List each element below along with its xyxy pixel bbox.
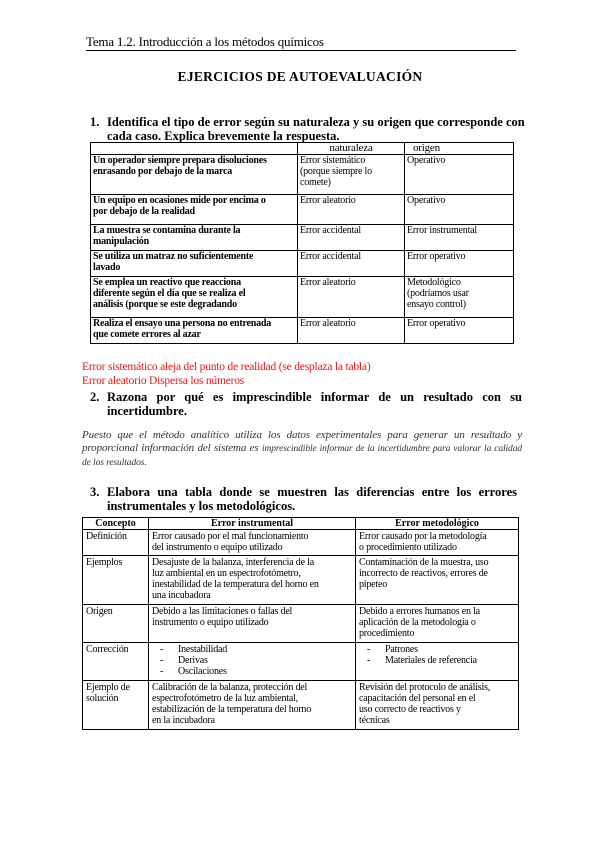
question-1-line-2: cada caso. Explica brevemente la respuesta.	[107, 129, 340, 143]
case-cell	[91, 195, 298, 225]
question-2	[90, 390, 522, 418]
question-2-line-1: Razona por qué es imprescindible informar de un resultado con su	[107, 390, 522, 404]
cell-text: Calibración de la balanza, protección del	[152, 682, 308, 693]
question-3-number: 3.	[90, 485, 100, 499]
table-row	[83, 681, 519, 730]
table-header-row	[83, 518, 519, 530]
origen-cell	[405, 251, 514, 277]
table-row	[91, 195, 514, 225]
naturaleza-cell	[298, 225, 405, 251]
case-text: manipulación	[93, 236, 149, 247]
list-item: - Patrones	[385, 644, 515, 655]
cell-text: estabilización de la temperatura del horno	[152, 704, 312, 715]
note-systematic-error: Error sistemático aleja del punto de realidad (se desplaza la tabla)	[82, 361, 371, 373]
methodological-cell	[356, 643, 519, 681]
naturaleza-text: Error aleatorio	[300, 318, 356, 329]
naturaleza-cell	[298, 155, 405, 195]
case-text: diferente según el día que se realiza el	[93, 288, 246, 299]
answer-2-part-3: valorar la calidad de los resultados.	[82, 444, 522, 468]
origen-text: Metodológico	[407, 277, 461, 288]
case-text: Se utiliza un matraz no suficientemente	[93, 251, 254, 262]
cell-text: del instrumento o equipo utilizado	[152, 542, 283, 553]
concept-cell: Origen	[83, 605, 149, 643]
table-row	[91, 318, 514, 344]
case-text: Realiza el ensayo una persona no entrenada	[93, 318, 272, 329]
concept-cell: Definición	[83, 530, 149, 556]
table-row	[91, 225, 514, 251]
instrumental-cell	[149, 643, 356, 681]
instrumental-cell	[149, 605, 356, 643]
question-1	[90, 115, 530, 143]
methodological-cell	[356, 556, 519, 605]
instrumental-cell	[149, 530, 356, 556]
cell-text: Revisión del protocolo de análisis,	[359, 682, 491, 693]
header-cell-error-metodologico: Error metodológico	[356, 518, 519, 530]
cell-text: en la incubadora	[152, 715, 215, 726]
case-text: lavado	[93, 262, 121, 273]
naturaleza-cell	[298, 195, 405, 225]
cell-text: inestabilidad de la temperatura del horno en	[152, 579, 319, 590]
cell-text: Debido a errores humanos en la	[359, 606, 480, 617]
header-cell-concepto: Concepto	[83, 518, 149, 530]
note-random-error: Error aleatorio Dispersa los números	[82, 375, 245, 387]
question-3-line-2: instrumentales y los metodológicos.	[107, 499, 296, 513]
table-row	[91, 277, 514, 318]
table-row	[83, 530, 519, 556]
list-item: - Materiales de referencia	[385, 655, 515, 666]
answer-2-part-2: imprescindible informar de la incertidumbre para	[261, 444, 451, 454]
cell-text: instrumento o equipo utilizado	[152, 617, 269, 628]
cell-text: incorrecto de reactivos, errores de	[359, 568, 488, 579]
methodological-cell	[356, 530, 519, 556]
origen-text: Error operativo	[407, 251, 466, 262]
case-text: Un operador siempre prepara disoluciones	[93, 155, 267, 166]
instrumental-cell	[149, 556, 356, 605]
naturaleza-text: (porque siempre lo	[300, 166, 372, 177]
origen-text: Error instrumental	[407, 225, 477, 236]
origen-text: Error operativo	[407, 318, 466, 329]
page-header: Tema 1.2. Introducción a los métodos químicos	[86, 34, 516, 51]
error-comparison-table	[82, 517, 519, 730]
case-text: enrasando por debajo de la marca	[93, 166, 233, 177]
list-item: - Inestabilidad	[178, 644, 352, 655]
page-title: EJERCICIOS DE AUTOEVALUACIÓN	[177, 69, 423, 84]
concept-cell: Corrección	[83, 643, 149, 681]
methodological-cell	[356, 681, 519, 730]
origen-text: ensayo control)	[407, 299, 466, 310]
table-row	[91, 251, 514, 277]
origen-cell	[405, 225, 514, 251]
cell-text: espectrofotómetro de la luz ambiental,	[152, 693, 298, 704]
naturaleza-text: Error aleatorio	[300, 277, 356, 288]
case-cell	[91, 277, 298, 318]
cell-text: una incubadora	[152, 590, 211, 601]
concept-cell: Ejemplos	[83, 556, 149, 605]
naturaleza-text: Error aleatorio	[300, 195, 356, 206]
header-cell-error-instrumental: Error instrumental	[149, 518, 356, 530]
table-header-row	[91, 143, 514, 155]
case-cell	[91, 155, 298, 195]
naturaleza-text: Error sistemático	[300, 155, 366, 166]
answer-2-part-1: Puesto que el método analítico utiliza los datos experimentales para generar un resultado y proporcional información del sistema es	[82, 429, 522, 454]
cell-text: o procedimiento utilizado	[359, 542, 457, 553]
case-cell	[91, 225, 298, 251]
cell-text: Desajuste de la balanza, interferencia de la	[152, 557, 314, 568]
origen-cell	[405, 318, 514, 344]
table-row	[83, 643, 519, 681]
instrumental-correction-list	[152, 644, 352, 677]
origen-cell	[405, 195, 514, 225]
question-2-number: 2.	[90, 390, 100, 404]
naturaleza-text: Error accidental	[300, 251, 361, 262]
list-item: - Derivas	[178, 655, 352, 666]
question-2-line-2: incertidumbre.	[107, 404, 187, 418]
error-classification-table	[90, 142, 514, 344]
question-3	[90, 485, 522, 513]
cell-text: capacitación del personal en el	[359, 693, 476, 704]
cell-text: Contaminación de la muestra, uso	[359, 557, 489, 568]
table-row	[83, 556, 519, 605]
methodological-correction-list	[359, 644, 515, 666]
cell-text: Debido a las limitaciones o fallas del	[152, 606, 293, 617]
header-cell-origen: origen	[405, 143, 514, 155]
case-cell	[91, 251, 298, 277]
header-cell-naturaleza: naturaleza	[298, 143, 405, 155]
case-text: que comete errores al azar	[93, 329, 201, 340]
cell-text: técnicas	[359, 715, 390, 726]
origen-text: (podríamos usar	[407, 288, 469, 299]
list-item: - Oscilaciones	[178, 666, 352, 677]
cell-text: aplicación de la metodología o	[359, 617, 476, 628]
origen-text: Operativo	[407, 195, 446, 206]
origen-cell	[405, 155, 514, 195]
case-text: La muestra se contamina durante la	[93, 225, 241, 236]
concept-cell	[83, 681, 149, 730]
cell-text: solución	[86, 693, 119, 704]
cell-text: procedimiento	[359, 628, 415, 639]
cell-text: uso correcto de reactivos y	[359, 704, 461, 715]
cell-text: Ejemplo de	[86, 682, 130, 693]
origen-text: Operativo	[407, 155, 446, 166]
methodological-cell	[356, 605, 519, 643]
naturaleza-text: comete)	[300, 177, 331, 188]
question-1-line-1: Identifica el tipo de error según su naturaleza y su origen que corresponde con	[107, 115, 525, 129]
cell-text: Error causado por el mal funcionamiento	[152, 531, 309, 542]
naturaleza-cell	[298, 277, 405, 318]
cell-text: Error causado por la metodología	[359, 531, 487, 542]
answer-2-paragraph	[82, 429, 522, 470]
naturaleza-text: Error accidental	[300, 225, 361, 236]
header-cell-case	[91, 143, 298, 155]
naturaleza-cell	[298, 318, 405, 344]
case-text: Se emplea un reactivo que reacciona	[93, 277, 241, 288]
cell-text: pipeteo	[359, 579, 388, 590]
naturaleza-cell	[298, 251, 405, 277]
table-row	[83, 605, 519, 643]
origen-cell	[405, 277, 514, 318]
question-1-number: 1.	[90, 115, 100, 129]
question-3-line-1: Elabora una tabla donde se muestren las diferencias entre los errores	[107, 485, 517, 499]
case-text: análisis (porque se este degradando	[93, 299, 237, 310]
instrumental-cell	[149, 681, 356, 730]
cell-text: luz ambiental en un espectrofotómetro,	[152, 568, 301, 579]
case-cell	[91, 318, 298, 344]
case-text: por debajo de la realidad	[93, 206, 195, 217]
case-text: Un equipo en ocasiones mide por encima o	[93, 195, 266, 206]
table-row	[91, 155, 514, 195]
